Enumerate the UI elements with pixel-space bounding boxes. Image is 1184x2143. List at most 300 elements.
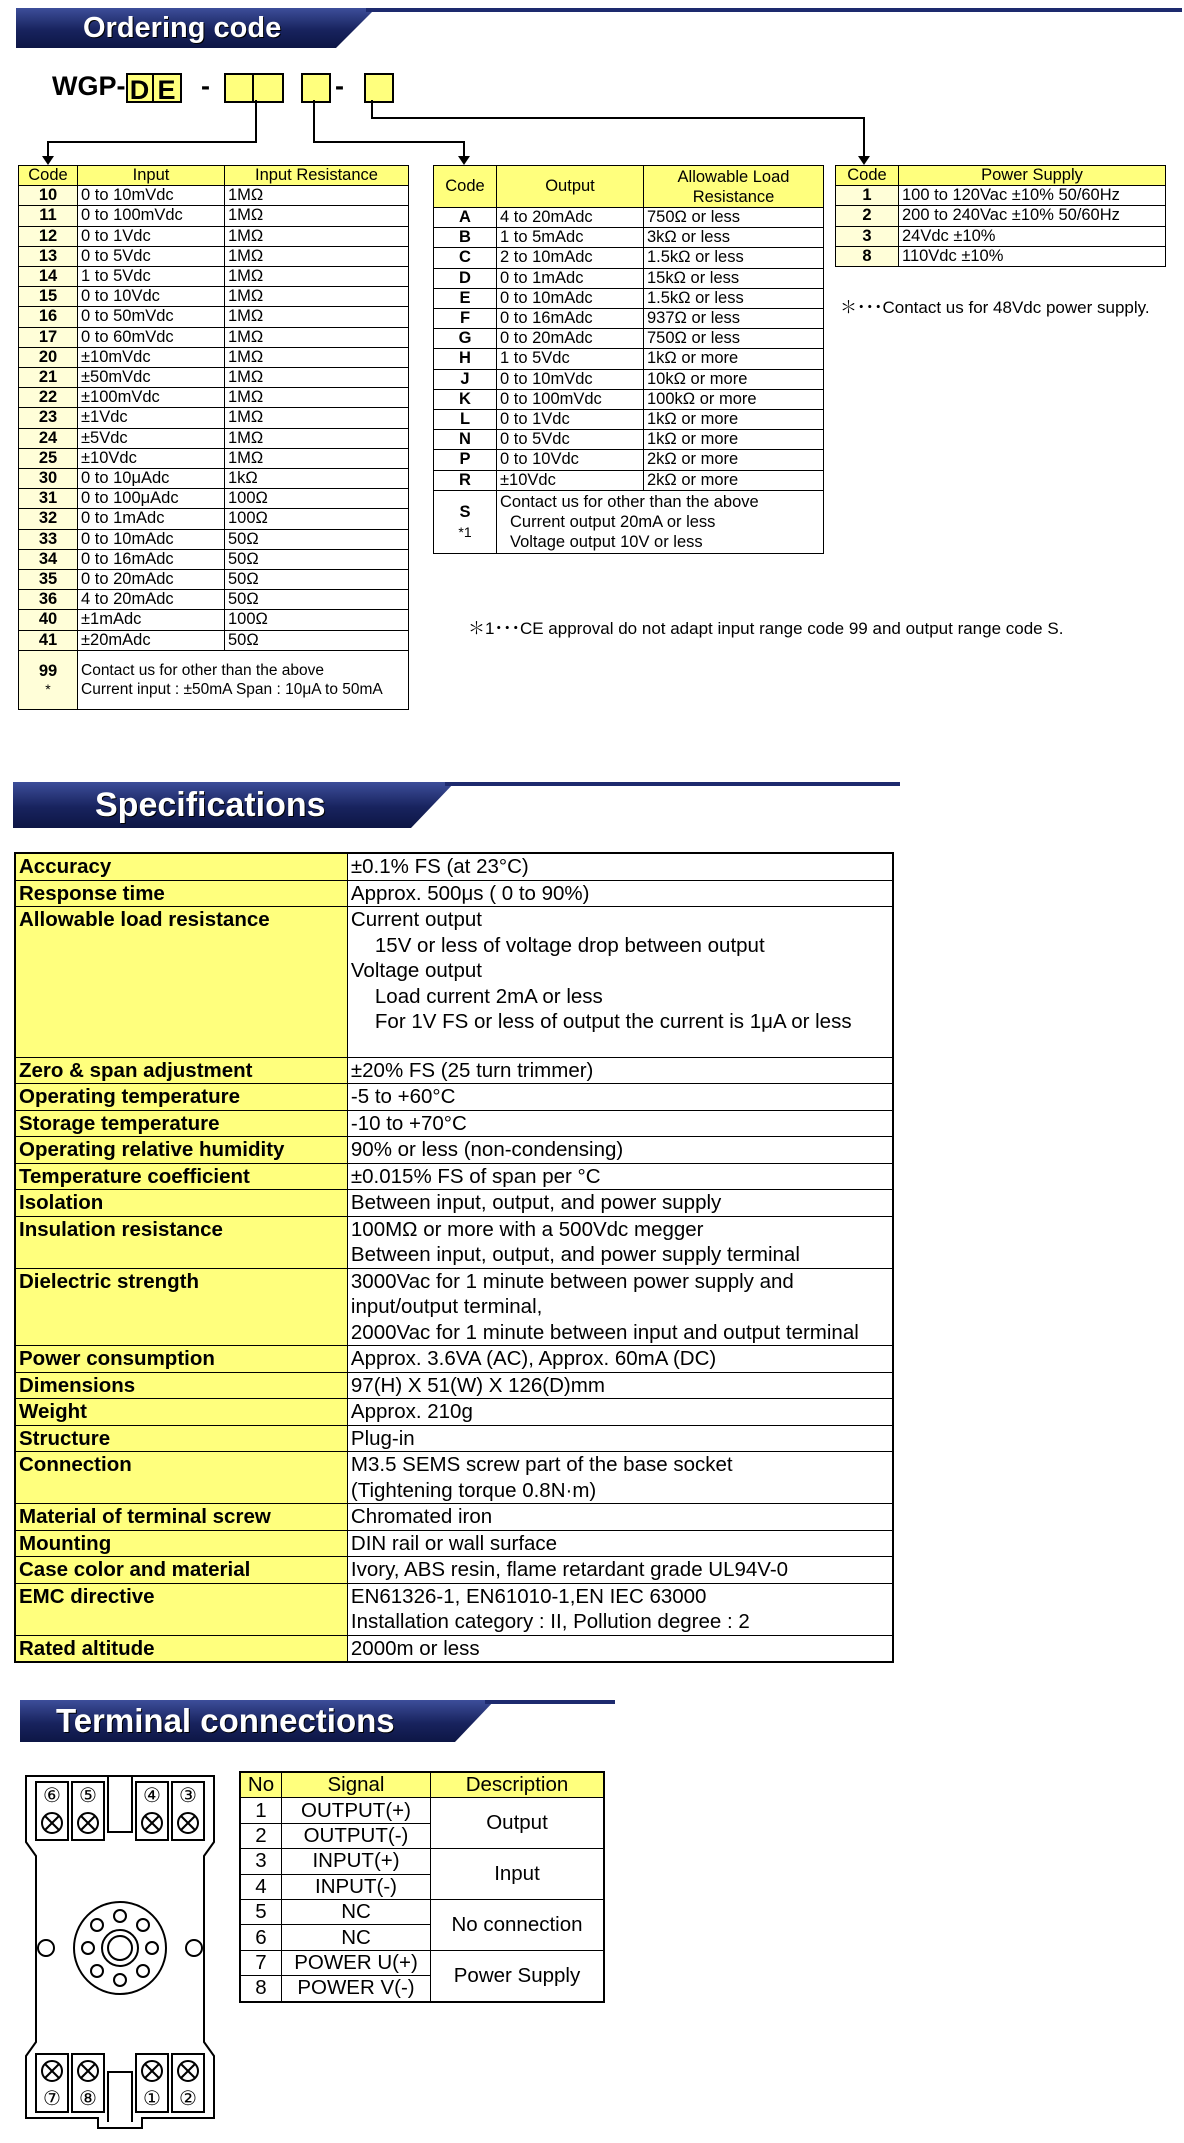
input-code: 23 — [19, 408, 78, 428]
spec-label: Dielectric strength — [15, 1268, 347, 1346]
input-row — [19, 246, 409, 266]
output-code: A — [434, 208, 497, 228]
spec-label: Zero & span adjustment — [15, 1057, 347, 1084]
power-supply-value: 200 to 240Vac ±10% 50/60Hz — [899, 206, 1166, 226]
terminal-no: 8 — [240, 1976, 282, 2002]
header-code: Code — [836, 166, 899, 186]
input-resistance: 1MΩ — [225, 226, 409, 246]
spec-value-line: EN61326-1, EN61010-1,EN IEC 63000 — [350, 1584, 707, 1608]
output-code: R — [434, 470, 497, 490]
spec-value — [347, 1583, 893, 1635]
input-resistance: 1kΩ — [225, 469, 409, 489]
spec-row — [15, 853, 893, 880]
input-resistance: 1MΩ — [225, 428, 409, 448]
spec-value — [347, 1268, 893, 1346]
output-range: 1 to 5mAdc — [497, 228, 644, 248]
input-range: ±1mAdc — [78, 610, 225, 630]
output-range: 0 to 1mAdc — [497, 268, 644, 288]
terminal-row — [240, 1899, 604, 1924]
spec-value-line: ±20% FS (25 turn trimmer) — [350, 1058, 594, 1082]
spec-value-line: Current output — [350, 908, 482, 931]
output-row — [434, 430, 824, 450]
spec-row — [15, 907, 893, 1058]
output-row — [434, 288, 824, 308]
input-row — [19, 610, 409, 630]
spec-label: Mounting — [15, 1530, 347, 1557]
spec-value-line: -5 to +60°C — [350, 1085, 456, 1108]
input-code: 17 — [19, 327, 78, 347]
output-row — [434, 470, 824, 490]
input-code: 25 — [19, 448, 78, 468]
input-resistance: 50Ω — [225, 549, 409, 569]
power-code: 1 — [836, 186, 899, 206]
terminal-no: 7 — [240, 1950, 282, 1975]
input-range: ±5Vdc — [78, 428, 225, 448]
terminal-table — [239, 1771, 605, 2003]
input-code: 31 — [19, 489, 78, 509]
input-resistance: 1MΩ — [225, 287, 409, 307]
spec-value-line: Between input, output, and power supply — [350, 1191, 722, 1214]
model-dash-2: - — [335, 71, 345, 101]
spec-row — [15, 1399, 893, 1426]
spec-row — [15, 1137, 893, 1164]
output-code: J — [434, 369, 497, 389]
output-row — [434, 369, 824, 389]
output-other-note: Contact us for other than the above Current output 20mA or less Voltage output 10V or less — [497, 490, 824, 553]
ordering-arrows — [0, 0, 1184, 170]
spec-label: Accuracy — [15, 853, 347, 880]
input-code: 11 — [19, 206, 78, 226]
input-row — [19, 206, 409, 226]
spec-label: Rated altitude — [15, 1635, 347, 1662]
terminal-row — [240, 1950, 604, 1975]
input-range: 0 to 20mAdc — [78, 570, 225, 590]
spec-value — [347, 1399, 893, 1426]
input-row — [19, 368, 409, 388]
input-code: 40 — [19, 610, 78, 630]
fixed-box-d: D — [126, 73, 154, 103]
input-range: 0 to 60mVdc — [78, 327, 225, 347]
spec-value — [347, 1504, 893, 1531]
terminal-signal: NC — [282, 1925, 431, 1950]
spec-value-line: -10 to +70°C — [350, 1111, 467, 1135]
input-resistance: 1MΩ — [225, 327, 409, 347]
terminal-no: 4 — [240, 1874, 282, 1899]
input-range: 0 to 5Vdc — [78, 246, 225, 266]
output-code: P — [434, 450, 497, 470]
spec-row — [15, 1583, 893, 1635]
input-code: 21 — [19, 368, 78, 388]
spec-value-line: ±0.1% FS (at 23°C) — [350, 855, 529, 878]
spec-row — [15, 1504, 893, 1531]
power-note: ＊･･･Contact us for 48Vdc power supply. — [840, 298, 1150, 317]
output-load-resistance: 10kΩ or more — [644, 369, 824, 389]
spec-value — [347, 1216, 893, 1268]
output-range: 0 to 10mAdc — [497, 288, 644, 308]
spec-row — [15, 1268, 893, 1346]
input-resistance: 100Ω — [225, 610, 409, 630]
header-output: Output — [497, 166, 644, 208]
terminal-no: 6 — [240, 1925, 282, 1950]
spec-row — [15, 1346, 893, 1373]
spec-value — [347, 1557, 893, 1584]
output-range: 0 to 20mAdc — [497, 329, 644, 349]
power-supply-value: 100 to 120Vac ±10% 50/60Hz — [899, 186, 1166, 206]
input-resistance: 50Ω — [225, 529, 409, 549]
spec-value-line: (Tightening torque 0.8N·m) — [350, 1478, 597, 1502]
spec-value-line: 97(H) X 51(W) X 126(D)mm — [350, 1373, 605, 1397]
input-code: 20 — [19, 347, 78, 367]
spec-label: Isolation — [15, 1190, 347, 1217]
spec-value — [347, 907, 893, 1058]
power-row — [836, 186, 1166, 206]
output-load-resistance: 2kΩ or more — [644, 450, 824, 470]
input-code: 32 — [19, 509, 78, 529]
input-code: 24 — [19, 428, 78, 448]
output-load-resistance: 2kΩ or more — [644, 470, 824, 490]
header-description: Description — [431, 1772, 605, 1798]
header-allowable-load: Allowable Load Resistance — [644, 166, 824, 208]
input-resistance: 1MΩ — [225, 388, 409, 408]
power-code-table — [835, 165, 1166, 267]
terminal-title: Terminal connections — [56, 1702, 395, 1739]
output-load-resistance: 1kΩ or more — [644, 349, 824, 369]
spec-label: Operating temperature — [15, 1084, 347, 1111]
spec-label: EMC directive — [15, 1583, 347, 1635]
spec-value-line: 2000Vac for 1 minute between input and output terminal — [350, 1320, 859, 1344]
input-code: 35 — [19, 570, 78, 590]
spec-value-line: 3000Vac for 1 minute between power supply and — [350, 1269, 794, 1293]
spec-label: Allowable load resistance — [15, 907, 347, 1058]
terminal-description: Power Supply — [431, 1950, 605, 2001]
spec-value-line: 15V or less of voltage drop between output — [374, 933, 765, 957]
spec-row — [15, 1190, 893, 1217]
terminal-signal: POWER V(-) — [282, 1976, 431, 2002]
input-code: 12 — [19, 226, 78, 246]
power-supply-value: 110Vdc ±10% — [899, 246, 1166, 266]
input-range: 0 to 100μAdc — [78, 489, 225, 509]
spec-label: Weight — [15, 1399, 347, 1426]
input-range: 0 to 10μAdc — [78, 469, 225, 489]
spec-value-line: Ivory, ABS resin, flame retardant grade UL94V-0 — [350, 1558, 789, 1581]
input-range: 0 to 1mAdc — [78, 509, 225, 529]
terminal-description: Output — [431, 1798, 605, 1849]
socket-diagram — [22, 1772, 218, 2132]
model-prefix: WGP- — [52, 71, 126, 101]
terminal-row — [240, 1798, 604, 1823]
output-code-table — [433, 165, 824, 554]
spec-row — [15, 1452, 893, 1504]
input-range: ±50mVdc — [78, 368, 225, 388]
output-row — [434, 389, 824, 409]
input-row — [19, 428, 409, 448]
output-row — [434, 208, 824, 228]
terminal-signal: OUTPUT(-) — [282, 1823, 431, 1848]
input-range: ±20mAdc — [78, 630, 225, 650]
spec-label: Dimensions — [15, 1372, 347, 1399]
input-range: 0 to 16mAdc — [78, 549, 225, 569]
spec-value-line: Voltage output — [350, 959, 482, 982]
spec-row — [15, 1530, 893, 1557]
input-range: ±100mVdc — [78, 388, 225, 408]
output-code: B — [434, 228, 497, 248]
spec-value-line: Between input, output, and power supply terminal — [350, 1243, 800, 1266]
spec-value — [347, 1635, 893, 1662]
power-row — [836, 226, 1166, 246]
input-code: 34 — [19, 549, 78, 569]
header-signal: Signal — [282, 1772, 431, 1798]
input-range: 0 to 10Vdc — [78, 287, 225, 307]
input-row — [19, 630, 409, 650]
terminal-signal: POWER U(+) — [282, 1950, 431, 1975]
input-row — [19, 267, 409, 287]
spec-value — [347, 1530, 893, 1557]
output-row — [434, 349, 824, 369]
input-row — [19, 408, 409, 428]
input-range: 0 to 10mAdc — [78, 529, 225, 549]
input-code: 15 — [19, 287, 78, 307]
power-code: 3 — [836, 226, 899, 246]
spec-row — [15, 1057, 893, 1084]
socket-terminal-4: ④ — [143, 1783, 161, 1807]
input-code: 10 — [19, 186, 78, 206]
spec-value — [347, 1372, 893, 1399]
input-row — [19, 590, 409, 610]
spec-value — [347, 880, 893, 907]
output-load-resistance: 750Ω or less — [644, 208, 824, 228]
spec-value-line: Approx. 3.6VA (AC), Approx. 60mA (DC) — [350, 1347, 717, 1370]
input-resistance: 1MΩ — [225, 186, 409, 206]
output-load-resistance: 750Ω or less — [644, 329, 824, 349]
spec-label: Storage temperature — [15, 1110, 347, 1137]
output-row — [434, 450, 824, 470]
output-row — [434, 410, 824, 430]
output-range: 0 to 100mVdc — [497, 389, 644, 409]
ce-note: ＊1･･･CE approval do not adapt input range code 99 and output range code S. — [468, 619, 1064, 638]
spec-label: Insulation resistance — [15, 1216, 347, 1268]
input-row — [19, 549, 409, 569]
specifications-title: Specifications — [95, 786, 326, 824]
input-code-99: 99 * — [19, 650, 78, 709]
input-resistance: 1MΩ — [225, 408, 409, 428]
input-code-table — [18, 165, 409, 710]
socket-terminal-1: ① — [143, 2086, 161, 2110]
header-code: Code — [19, 166, 78, 186]
input-row — [19, 529, 409, 549]
input-range: 4 to 20mAdc — [78, 590, 225, 610]
output-row — [434, 248, 824, 268]
specifications-table — [14, 852, 894, 1663]
output-range: 1 to 5Vdc — [497, 349, 644, 369]
input-range: ±10Vdc — [78, 448, 225, 468]
power-code: 2 — [836, 206, 899, 226]
output-range: 2 to 10mAdc — [497, 248, 644, 268]
spec-label: Temperature coefficient — [15, 1163, 347, 1190]
output-load-resistance: 1.5kΩ or less — [644, 288, 824, 308]
power-supply-value: 24Vdc ±10% — [899, 226, 1166, 246]
output-code: N — [434, 430, 497, 450]
spec-value-line: 100MΩ or more with a 500Vdc megger — [350, 1217, 704, 1241]
input-resistance: 1MΩ — [225, 246, 409, 266]
spec-label: Power consumption — [15, 1346, 347, 1373]
input-code: 41 — [19, 630, 78, 650]
input-row — [19, 287, 409, 307]
input-resistance: 50Ω — [225, 630, 409, 650]
output-row — [434, 268, 824, 288]
spec-row — [15, 1216, 893, 1268]
input-row-99 — [19, 650, 409, 709]
power-header-row — [836, 166, 1166, 186]
terminal-no: 2 — [240, 1823, 282, 1848]
terminal-description: Input — [431, 1849, 605, 1900]
power-row — [836, 246, 1166, 266]
output-row — [434, 228, 824, 248]
socket-terminal-7: ⑦ — [43, 2086, 61, 2110]
output-row — [434, 309, 824, 329]
socket-terminal-2: ② — [179, 2086, 197, 2110]
output-code: F — [434, 309, 497, 329]
spec-value — [347, 1110, 893, 1137]
spec-label: Structure — [15, 1425, 347, 1452]
input-header-row — [19, 166, 409, 186]
ordering-title: Ordering code — [83, 12, 282, 44]
input-resistance: 100Ω — [225, 509, 409, 529]
output-load-resistance: 100kΩ or more — [644, 389, 824, 409]
spec-value-line: 90% or less (non-condensing) — [350, 1138, 624, 1161]
terminal-banner — [20, 1700, 615, 1742]
input-resistance: 1MΩ — [225, 347, 409, 367]
spec-value-line: DIN rail or wall surface — [350, 1531, 558, 1555]
spec-row — [15, 1084, 893, 1111]
input-code: 14 — [19, 267, 78, 287]
header-input-resistance: Input Resistance — [225, 166, 409, 186]
terminal-signal: NC — [282, 1899, 431, 1924]
terminal-no: 3 — [240, 1849, 282, 1874]
input-range: 0 to 100mVdc — [78, 206, 225, 226]
input-resistance: 1MΩ — [225, 267, 409, 287]
output-range: 0 to 10Vdc — [497, 450, 644, 470]
input-resistance: 50Ω — [225, 570, 409, 590]
input-code: 30 — [19, 469, 78, 489]
input-resistance: 50Ω — [225, 590, 409, 610]
input-resistance: 1MΩ — [225, 206, 409, 226]
socket-terminal-3: ③ — [179, 1783, 197, 1807]
output-code: G — [434, 329, 497, 349]
input-range: ±1Vdc — [78, 408, 225, 428]
spec-value — [347, 1190, 893, 1217]
spec-label: Connection — [15, 1452, 347, 1504]
model-dash-1: - — [201, 71, 211, 101]
spec-value — [347, 1425, 893, 1452]
input-range: 0 to 50mVdc — [78, 307, 225, 327]
spec-row — [15, 1557, 893, 1584]
terminal-header-row — [240, 1772, 604, 1798]
spec-value — [347, 853, 893, 880]
input-code: 22 — [19, 388, 78, 408]
input-row — [19, 347, 409, 367]
input-code: 36 — [19, 590, 78, 610]
fixed-box-e: E — [154, 73, 182, 103]
output-code: H — [434, 349, 497, 369]
header-code: Code — [434, 166, 497, 208]
output-load-resistance: 937Ω or less — [644, 309, 824, 329]
input-range: 0 to 10mVdc — [78, 186, 225, 206]
spec-label: Operating relative humidity — [15, 1137, 347, 1164]
output-range: 0 to 1Vdc — [497, 410, 644, 430]
output-load-resistance: 3kΩ or less — [644, 228, 824, 248]
terminal-signal: OUTPUT(+) — [282, 1798, 431, 1823]
output-load-resistance: 1kΩ or more — [644, 410, 824, 430]
spec-row — [15, 1110, 893, 1137]
output-range: 4 to 20mAdc — [497, 208, 644, 228]
spec-value-line: Installation category : II, Pollution degree : 2 — [350, 1610, 750, 1633]
header-power-supply: Power Supply — [899, 166, 1166, 186]
input-row — [19, 489, 409, 509]
output-row — [434, 329, 824, 349]
input-range: ±10mVdc — [78, 347, 225, 367]
input-resistance: 100Ω — [225, 489, 409, 509]
terminal-signal: INPUT(-) — [282, 1874, 431, 1899]
output-code: D — [434, 268, 497, 288]
input-code: 16 — [19, 307, 78, 327]
spec-value-line: Approx. 210g — [350, 1400, 473, 1423]
power-code: 8 — [836, 246, 899, 266]
spec-row — [15, 1425, 893, 1452]
spec-row — [15, 1372, 893, 1399]
terminal-row — [240, 1849, 604, 1874]
spec-value-line: Plug-in — [350, 1426, 415, 1450]
spec-value-line: Chromated iron — [350, 1505, 493, 1528]
terminal-signal: INPUT(+) — [282, 1849, 431, 1874]
input-range: 1 to 5Vdc — [78, 267, 225, 287]
input-row — [19, 469, 409, 489]
input-row — [19, 186, 409, 206]
terminal-no: 5 — [240, 1899, 282, 1924]
spec-value-line: input/output terminal, — [350, 1295, 543, 1318]
input-row — [19, 327, 409, 347]
spec-label: Material of terminal screw — [15, 1504, 347, 1531]
input-row — [19, 388, 409, 408]
output-range: 0 to 16mAdc — [497, 309, 644, 329]
input-row — [19, 307, 409, 327]
socket-terminal-5: ⑤ — [79, 1783, 97, 1807]
input-code: 33 — [19, 529, 78, 549]
input-row — [19, 226, 409, 246]
spec-value-line: 2000m or less — [350, 1636, 480, 1660]
header-input: Input — [78, 166, 225, 186]
input-row — [19, 448, 409, 468]
spec-value — [347, 1057, 893, 1084]
input-row — [19, 570, 409, 590]
spec-value-line: M3.5 SEMS screw part of the base socket — [350, 1453, 733, 1476]
socket-terminal-6: ⑥ — [43, 1783, 61, 1807]
input-other-note: Contact us for other than the above Current input : ±50mA Span : 10μA to 50mA — [78, 650, 409, 709]
output-code: K — [434, 389, 497, 409]
spec-value-line: Approx. 500μs ( 0 to 90%) — [350, 881, 590, 905]
spec-row — [15, 1163, 893, 1190]
input-resistance: 1MΩ — [225, 307, 409, 327]
spec-spacer — [351, 1035, 889, 1057]
specifications-banner — [13, 782, 900, 828]
power-row — [836, 206, 1166, 226]
output-code: E — [434, 288, 497, 308]
spec-row — [15, 1635, 893, 1662]
spec-value — [347, 1163, 893, 1190]
spec-value-line: Load current 2mA or less — [374, 984, 603, 1008]
spec-value-line: For 1V FS or less of output the current is 1μA or less — [374, 1010, 852, 1033]
input-range: 0 to 1Vdc — [78, 226, 225, 246]
socket-terminal-8: ⑧ — [79, 2086, 97, 2110]
